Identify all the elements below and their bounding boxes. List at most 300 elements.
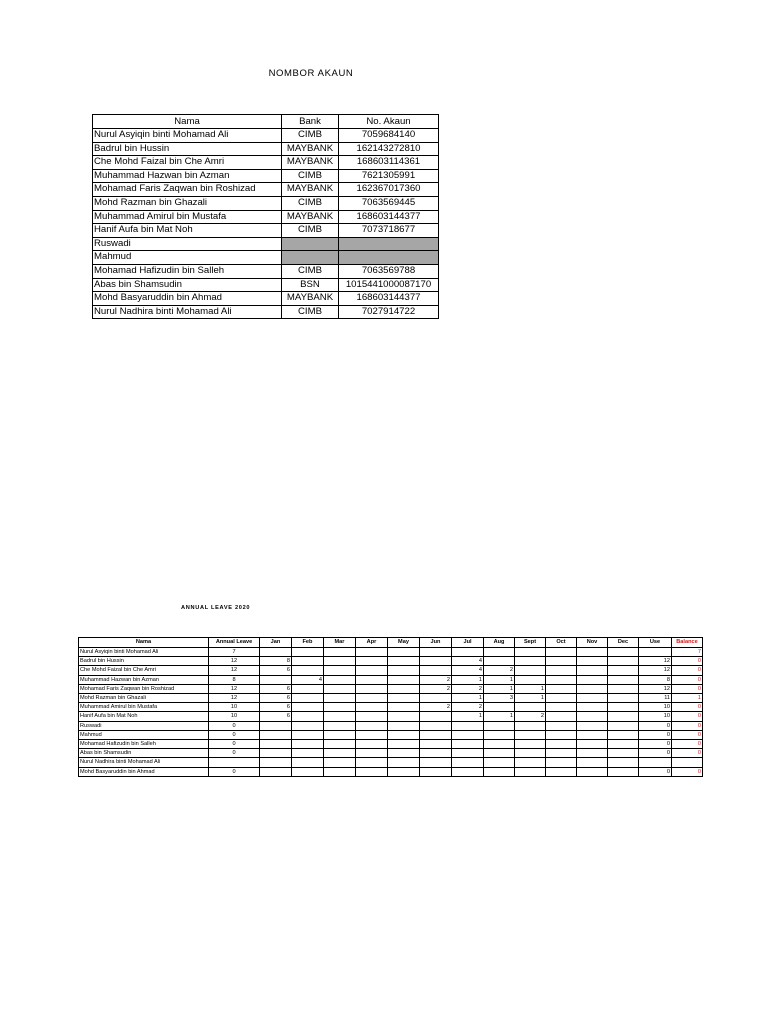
leave-header-dec: Dec — [608, 638, 639, 648]
leave-month-cell — [546, 730, 577, 739]
leave-month-cell — [292, 657, 324, 666]
leave-header-jan: Jan — [260, 638, 292, 648]
account-name-cell: Mohamad Hafizudin bin Salleh — [93, 264, 282, 278]
leave-month-cell — [484, 721, 515, 730]
leave-month-cell: 1 — [515, 694, 546, 703]
leave-month-cell — [546, 712, 577, 721]
account-header-row — [93, 115, 439, 129]
leave-month-cell — [324, 740, 356, 749]
account-row — [93, 210, 439, 224]
account-bank-cell: MAYBANK — [282, 142, 339, 156]
leave-month-cell — [420, 666, 452, 675]
leave-month-cell — [292, 721, 324, 730]
leave-month-cell — [452, 740, 484, 749]
leave-header-apr: Apr — [356, 638, 388, 648]
leave-month-cell: 2 — [452, 703, 484, 712]
leave-name-cell: Hanif Aufa bin Mat Noh — [79, 712, 209, 721]
leave-use-cell: 12 — [639, 684, 672, 693]
leave-month-cell — [452, 721, 484, 730]
leave-month-cell — [260, 740, 292, 749]
leave-month-cell — [388, 749, 420, 758]
account-name-cell: Nurul Nadhira binti Mohamad Ali — [93, 305, 282, 319]
leave-row — [79, 712, 703, 721]
leave-balance-cell: 0 — [672, 684, 703, 693]
leave-balance-cell: 0 — [672, 767, 703, 776]
leave-month-cell — [577, 703, 608, 712]
leave-month-cell: 1 — [515, 684, 546, 693]
leave-month-cell — [608, 721, 639, 730]
leave-use-cell: 11 — [639, 694, 672, 703]
leave-month-cell: 2 — [420, 684, 452, 693]
leave-month-cell — [546, 721, 577, 730]
leave-month-cell — [260, 648, 292, 657]
account-title: NOMBOR AKAUN — [268, 68, 354, 79]
leave-annual-cell: 0 — [209, 721, 260, 730]
leave-month-cell — [546, 740, 577, 749]
leave-month-cell — [515, 758, 546, 767]
leave-month-cell — [515, 767, 546, 776]
leave-month-cell: 1 — [484, 675, 515, 684]
leave-annual-cell: 12 — [209, 666, 260, 675]
account-number-cell: 1015441000087170 — [339, 278, 439, 292]
account-row — [93, 142, 439, 156]
leave-month-cell — [292, 648, 324, 657]
leave-month-cell — [484, 648, 515, 657]
leave-month-cell — [388, 758, 420, 767]
account-name-cell: Abas bin Shamsudin — [93, 278, 282, 292]
leave-month-cell — [324, 730, 356, 739]
leave-month-cell — [515, 721, 546, 730]
leave-month-cell — [388, 721, 420, 730]
leave-month-cell — [324, 657, 356, 666]
account-name-cell: Che Mohd Faizal bin Che Amri — [93, 156, 282, 170]
leave-month-cell — [515, 703, 546, 712]
leave-row — [79, 694, 703, 703]
leave-balance-cell — [672, 758, 703, 767]
account-number-cell: 7063569788 — [339, 264, 439, 278]
account-row — [93, 278, 439, 292]
leave-month-cell — [356, 703, 388, 712]
leave-name-cell: Nurul Nadhira binti Mohamad Ali — [79, 758, 209, 767]
account-bank-cell: CIMB — [282, 129, 339, 143]
leave-month-cell: 3 — [484, 694, 515, 703]
leave-month-cell — [452, 758, 484, 767]
leave-month-cell — [420, 657, 452, 666]
leave-month-cell — [292, 666, 324, 675]
leave-month-cell — [260, 767, 292, 776]
leave-name-cell: Abas bin Shamsudin — [79, 749, 209, 758]
leave-header-oct: Oct — [546, 638, 577, 648]
account-number-cell: 162367017360 — [339, 183, 439, 197]
leave-month-cell — [608, 703, 639, 712]
leave-month-cell — [292, 749, 324, 758]
account-row — [93, 237, 439, 251]
account-bank-cell — [282, 237, 339, 251]
leave-month-cell — [388, 767, 420, 776]
account-row — [93, 196, 439, 210]
account-number-cell — [339, 237, 439, 251]
leave-annual-cell: 12 — [209, 684, 260, 693]
leave-month-cell — [420, 767, 452, 776]
leave-month-cell — [546, 657, 577, 666]
leave-month-cell — [292, 712, 324, 721]
leave-row — [79, 721, 703, 730]
leave-month-cell: 4 — [452, 657, 484, 666]
account-name-cell: Mahmud — [93, 251, 282, 265]
leave-annual-cell: 12 — [209, 694, 260, 703]
leave-annual-cell: 7 — [209, 648, 260, 657]
leave-use-cell: 10 — [639, 712, 672, 721]
leave-month-cell — [420, 648, 452, 657]
leave-annual-cell: 10 — [209, 712, 260, 721]
account-name-cell: Nurul Asyiqin binti Mohamad Ali — [93, 129, 282, 143]
leave-annual-cell: 10 — [209, 703, 260, 712]
leave-month-cell — [546, 648, 577, 657]
leave-month-cell — [484, 767, 515, 776]
leave-row — [79, 703, 703, 712]
account-number-cell: 7027914722 — [339, 305, 439, 319]
leave-month-cell — [292, 694, 324, 703]
leave-month-cell: 1 — [484, 684, 515, 693]
leave-month-cell — [577, 758, 608, 767]
leave-month-cell: 4 — [292, 675, 324, 684]
account-row — [93, 224, 439, 238]
leave-month-cell — [356, 758, 388, 767]
leave-annual-cell: 12 — [209, 657, 260, 666]
account-row — [93, 129, 439, 143]
leave-month-cell — [292, 758, 324, 767]
leave-name-cell: Mohd Basyaruddin bin Ahmad — [79, 767, 209, 776]
leave-month-cell — [484, 740, 515, 749]
leave-use-cell — [639, 648, 672, 657]
leave-use-cell: 0 — [639, 767, 672, 776]
leave-month-cell — [356, 684, 388, 693]
leave-month-cell: 2 — [420, 675, 452, 684]
leave-month-cell: 1 — [452, 675, 484, 684]
account-row — [93, 251, 439, 265]
leave-header-may: May — [388, 638, 420, 648]
leave-month-cell: 1 — [452, 694, 484, 703]
leave-annual-cell — [209, 758, 260, 767]
leave-month-cell — [324, 666, 356, 675]
leave-month-cell — [608, 694, 639, 703]
leave-month-cell — [608, 758, 639, 767]
leave-month-cell — [260, 749, 292, 758]
leave-row — [79, 730, 703, 739]
leave-month-cell — [484, 730, 515, 739]
leave-header-mar: Mar — [324, 638, 356, 648]
leave-month-cell — [356, 767, 388, 776]
leave-month-cell: 1 — [452, 712, 484, 721]
leave-month-cell — [356, 730, 388, 739]
account-row — [93, 292, 439, 306]
leave-month-cell: 6 — [260, 694, 292, 703]
leave-month-cell — [546, 767, 577, 776]
leave-balance-cell: 7 — [672, 648, 703, 657]
leave-annual-cell: 8 — [209, 675, 260, 684]
account-bank-cell: CIMB — [282, 305, 339, 319]
account-row — [93, 264, 439, 278]
account-name-cell: Mohamad Faris Zaqwan bin Roshizad — [93, 183, 282, 197]
leave-month-cell — [324, 767, 356, 776]
leave-header-nov: Nov — [577, 638, 608, 648]
leave-month-cell — [356, 666, 388, 675]
leave-month-cell — [577, 730, 608, 739]
leave-row — [79, 767, 703, 776]
leave-row — [79, 684, 703, 693]
leave-month-cell — [608, 740, 639, 749]
leave-month-cell — [484, 703, 515, 712]
account-bank-cell: CIMB — [282, 264, 339, 278]
leave-name-cell: Mohamad Faris Zaqwan bin Roshizad — [79, 684, 209, 693]
leave-month-cell — [515, 740, 546, 749]
leave-header-use: Use — [639, 638, 672, 648]
leave-month-cell — [292, 767, 324, 776]
leave-month-cell — [324, 675, 356, 684]
leave-row — [79, 648, 703, 657]
leave-month-cell: 6 — [260, 712, 292, 721]
account-number-cell — [339, 251, 439, 265]
leave-header-aug: Aug — [484, 638, 515, 648]
leave-use-cell: 10 — [639, 703, 672, 712]
leave-month-cell: 6 — [260, 666, 292, 675]
leave-month-cell — [324, 721, 356, 730]
leave-month-cell — [608, 749, 639, 758]
leave-month-cell — [608, 767, 639, 776]
leave-month-cell — [420, 730, 452, 739]
leave-month-cell — [515, 666, 546, 675]
account-bank-cell: BSN — [282, 278, 339, 292]
leave-month-cell — [388, 675, 420, 684]
leave-month-cell — [546, 694, 577, 703]
leave-month-cell — [388, 712, 420, 721]
leave-month-cell — [515, 675, 546, 684]
leave-annual-cell: 0 — [209, 767, 260, 776]
leave-month-cell — [546, 684, 577, 693]
leave-month-cell — [420, 758, 452, 767]
leave-name-cell: Muhammad Hazwan bin Azman — [79, 675, 209, 684]
leave-name-cell: Che Mohd Faizal bin Che Amri — [79, 666, 209, 675]
account-number-cell: 168603144377 — [339, 210, 439, 224]
leave-month-cell: 2 — [420, 703, 452, 712]
leave-balance-cell: 0 — [672, 740, 703, 749]
leave-annual-cell: 0 — [209, 740, 260, 749]
leave-month-cell — [546, 749, 577, 758]
leave-month-cell — [388, 684, 420, 693]
leave-row — [79, 740, 703, 749]
leave-month-cell — [452, 730, 484, 739]
leave-balance-cell: 0 — [672, 657, 703, 666]
account-bank-cell: CIMB — [282, 169, 339, 183]
leave-balance-cell: 0 — [672, 703, 703, 712]
leave-month-cell — [515, 730, 546, 739]
leave-month-cell — [388, 730, 420, 739]
leave-month-cell: 8 — [260, 657, 292, 666]
account-name-cell: Muhammad Hazwan bin Azman — [93, 169, 282, 183]
leave-month-cell: 4 — [452, 666, 484, 675]
leave-table — [78, 637, 703, 777]
leave-month-cell — [356, 675, 388, 684]
leave-month-cell — [324, 684, 356, 693]
leave-month-cell — [546, 758, 577, 767]
leave-month-cell: 1 — [484, 712, 515, 721]
leave-month-cell — [577, 749, 608, 758]
account-row — [93, 183, 439, 197]
leave-use-cell: 0 — [639, 730, 672, 739]
leave-month-cell — [388, 666, 420, 675]
leave-month-cell — [356, 749, 388, 758]
leave-month-cell — [515, 648, 546, 657]
leave-month-cell — [292, 703, 324, 712]
leave-annual-cell: 0 — [209, 749, 260, 758]
leave-balance-cell: 1 — [672, 694, 703, 703]
leave-use-cell: 8 — [639, 675, 672, 684]
leave-header-nama: Nama — [79, 638, 209, 648]
leave-month-cell — [484, 758, 515, 767]
leave-month-cell — [515, 657, 546, 666]
leave-month-cell — [452, 648, 484, 657]
header-bank: Bank — [282, 115, 339, 129]
leave-month-cell: 6 — [260, 703, 292, 712]
account-bank-cell: MAYBANK — [282, 292, 339, 306]
leave-month-cell — [420, 740, 452, 749]
leave-month-cell — [260, 730, 292, 739]
account-number-cell: 168603114361 — [339, 156, 439, 170]
account-name-cell: Mohd Razman bin Ghazali — [93, 196, 282, 210]
account-table — [92, 114, 439, 319]
leave-month-cell — [515, 749, 546, 758]
leave-month-cell — [388, 694, 420, 703]
leave-month-cell — [452, 767, 484, 776]
leave-month-cell — [577, 767, 608, 776]
leave-month-cell — [608, 648, 639, 657]
leave-month-cell — [420, 721, 452, 730]
leave-row — [79, 666, 703, 675]
leave-name-cell: Mahmud — [79, 730, 209, 739]
account-number-cell: 162143272810 — [339, 142, 439, 156]
account-bank-cell: MAYBANK — [282, 156, 339, 170]
leave-month-cell — [452, 749, 484, 758]
leave-use-cell: 12 — [639, 657, 672, 666]
leave-month-cell — [260, 758, 292, 767]
leave-name-cell: Mohamad Hafizudin bin Salleh — [79, 740, 209, 749]
leave-month-cell — [356, 712, 388, 721]
leave-month-cell — [546, 675, 577, 684]
leave-annual-cell: 0 — [209, 730, 260, 739]
leave-row — [79, 758, 703, 767]
account-row — [93, 169, 439, 183]
leave-balance-cell: 0 — [672, 749, 703, 758]
leave-month-cell: 2 — [452, 684, 484, 693]
account-bank-cell: MAYBANK — [282, 210, 339, 224]
account-number-cell: 7063569445 — [339, 196, 439, 210]
leave-month-cell — [608, 666, 639, 675]
account-name-cell: Hanif Aufa bin Mat Noh — [93, 224, 282, 238]
account-number-cell: 7621305991 — [339, 169, 439, 183]
leave-month-cell — [608, 675, 639, 684]
account-name-cell: Badrul bin Hussin — [93, 142, 282, 156]
leave-month-cell — [484, 657, 515, 666]
leave-month-cell — [577, 712, 608, 721]
leave-month-cell — [356, 721, 388, 730]
leave-month-cell — [324, 758, 356, 767]
leave-header-sept: Sept — [515, 638, 546, 648]
leave-header-jun: Jun — [420, 638, 452, 648]
account-bank-cell: CIMB — [282, 196, 339, 210]
leave-month-cell — [546, 703, 577, 712]
leave-month-cell — [577, 740, 608, 749]
account-row — [93, 305, 439, 319]
leave-month-cell — [484, 749, 515, 758]
leave-month-cell — [260, 675, 292, 684]
leave-month-cell — [608, 730, 639, 739]
leave-month-cell — [292, 740, 324, 749]
account-bank-cell — [282, 251, 339, 265]
leave-month-cell — [420, 694, 452, 703]
leave-use-cell: 0 — [639, 721, 672, 730]
leave-month-cell — [356, 657, 388, 666]
leave-month-cell — [577, 675, 608, 684]
leave-month-cell — [260, 721, 292, 730]
leave-month-cell — [577, 666, 608, 675]
leave-name-cell: Badrul bin Hussin — [79, 657, 209, 666]
leave-month-cell — [608, 657, 639, 666]
leave-use-cell: 0 — [639, 749, 672, 758]
leave-month-cell — [324, 703, 356, 712]
leave-month-cell — [324, 648, 356, 657]
leave-month-cell — [420, 712, 452, 721]
leave-month-cell — [577, 648, 608, 657]
leave-month-cell — [356, 740, 388, 749]
leave-name-cell: Nurul Asyiqin binti Mohamad Ali — [79, 648, 209, 657]
account-row — [93, 156, 439, 170]
leave-month-cell — [577, 721, 608, 730]
leave-month-cell — [356, 694, 388, 703]
leave-month-cell — [388, 648, 420, 657]
leave-month-cell — [577, 694, 608, 703]
leave-balance-cell: 0 — [672, 730, 703, 739]
leave-month-cell — [577, 657, 608, 666]
leave-month-cell — [388, 657, 420, 666]
leave-header-balance: Balance — [672, 638, 703, 648]
leave-header-jul: Jul — [452, 638, 484, 648]
leave-month-cell — [324, 712, 356, 721]
leave-month-cell — [420, 749, 452, 758]
leave-header-row — [79, 638, 703, 648]
leave-name-cell: Muhammad Amirul bin Mustafa — [79, 703, 209, 712]
account-name-cell: Muhammad Amirul bin Mustafa — [93, 210, 282, 224]
leave-name-cell: Ruswadi — [79, 721, 209, 730]
header-nama: Nama — [93, 115, 282, 129]
leave-month-cell — [546, 666, 577, 675]
leave-use-cell: 12 — [639, 666, 672, 675]
leave-month-cell — [324, 694, 356, 703]
account-number-cell: 7059684140 — [339, 129, 439, 143]
leave-month-cell — [292, 684, 324, 693]
leave-month-cell — [608, 684, 639, 693]
account-name-cell: Ruswadi — [93, 237, 282, 251]
leave-name-cell: Mohd Razman bin Ghazali — [79, 694, 209, 703]
leave-month-cell: 2 — [515, 712, 546, 721]
leave-use-cell: 0 — [639, 740, 672, 749]
leave-header-feb: Feb — [292, 638, 324, 648]
leave-month-cell — [388, 703, 420, 712]
account-name-cell: Mohd Basyaruddin bin Ahmad — [93, 292, 282, 306]
leave-header-annual-leave: Annual Leave — [209, 638, 260, 648]
account-number-cell: 7073718677 — [339, 224, 439, 238]
leave-balance-cell: 0 — [672, 712, 703, 721]
leave-month-cell — [356, 648, 388, 657]
